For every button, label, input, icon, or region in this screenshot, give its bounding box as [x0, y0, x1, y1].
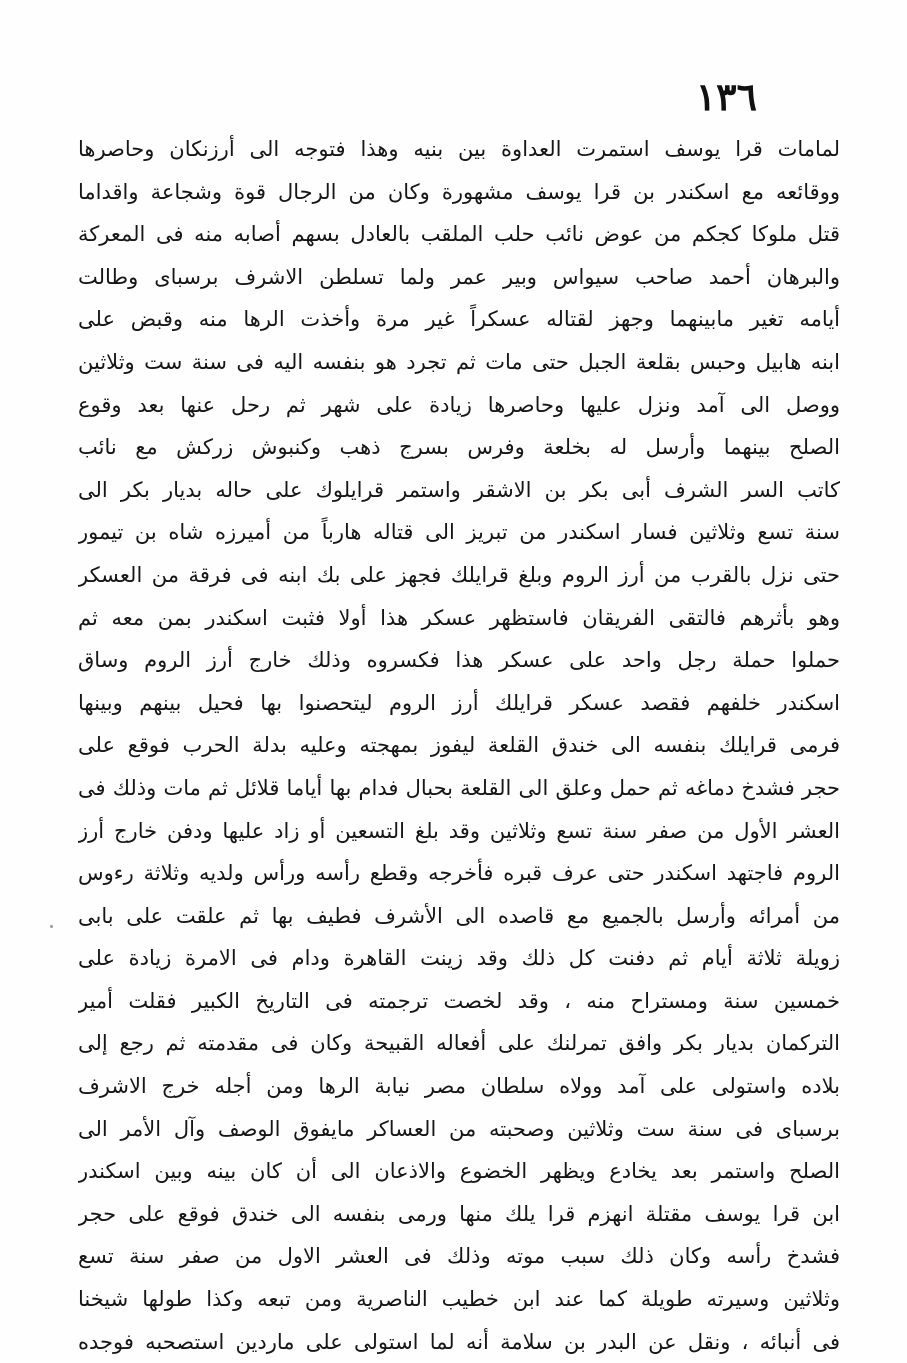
margin-mark — [50, 925, 53, 928]
text-line: فشدخ رأسه وكان ذلك سبب موته وذلك فى العشر الاول من صفر سنة تسع — [78, 1244, 840, 1269]
text-line: زويلة ثلاثة أيام ثم دفنت كل ذلك وقد زينت القاهرة ودام فى الامرة زيادة على — [78, 946, 840, 971]
text-line: حتى نزل بالقرب من أرز الروم وبلغ قرايلك فجهز على بك ابنه فى فرقة من العسكر — [78, 562, 840, 587]
text-line: حجر فشدخ دماغه ثم حمل وعلق الى القلعة بحبال فدام بها أياما قلائل ثم مات وذلك فى — [78, 775, 840, 800]
text-line: أيامه تغير مابينهما وجهز لقتاله عسكراً غير مرة وأخذت الرها منه وقبض على — [78, 307, 840, 332]
text-line: قتل ملوكا كجكم من عوض نائب حلب الملقب بالعادل بسهم أصابه منه فى المعركة — [78, 222, 840, 247]
text-line: اسكندر خلفهم فقصد عسكر قرايلك أرز الروم ليتحصنوا بها فحيل بينهم وبينها — [78, 690, 840, 715]
text-line: بلاده واستولى على آمد وولاه سلطان مصر نيابة الرها ومن أجله خرج الاشرف — [78, 1074, 840, 1099]
text-line: من أمرائه وأرسل بالجميع مع قاصده الى الأشرف فطيف بها ثم علقت على بابى — [78, 903, 840, 928]
text-line: الصلح بينهما وأرسل له بخلعة وفرس بسرج ذهب وكنبوش زركش مع نائب — [78, 435, 840, 460]
text-line: ووصل الى آمد ونزل عليها وحاصرها زيادة على شهر ثم رحل عنها بعد وقوع — [78, 392, 840, 417]
text-line: خمسين سنة ومستراح منه ، وقد لخصت ترجمته فى التاريخ الكبير فقلت أمير — [78, 988, 840, 1013]
page-number: ١٣٦ — [695, 74, 757, 119]
text-line: ووقائعه مع اسكندر بن قرا يوسف مشهورة وكان من الرجال قوة وشجاعة واقداما — [78, 179, 840, 204]
text-line: لمامات قرا يوسف استمرت العداوة بين بنيه وهذا فتوجه الى أرزنكان وحاصرها — [78, 137, 840, 161]
text-line: العشر الأول من صفر سنة تسع وثلاثين وقد بلغ التسعين أو زاد عليها ودفن خارج أرز — [78, 818, 840, 843]
body-text — [78, 128, 840, 1363]
text-line: وهو بأثرهم فالتقى الفريقان فاستظهر عسكر هذا أولا فثبت اسكندر بمن معه ثم — [78, 605, 840, 630]
text-line: برسباى فى سنة ست وثلاثين وصحبته من العساكر مايفوق الوصف وآل الأمر الى — [78, 1116, 840, 1141]
text-line: فى أنبائه ، ونقل عن البدر بن سلامة أنه لما استولى على ماردين استصحبه فوجده — [78, 1329, 840, 1354]
text-line: وثلاثين وسيرته طويلة كما عند ابن خطيب الناصرية ومن تبعه وكذا طولها شيخنا — [78, 1287, 840, 1312]
text-line: ابنه هابيل وحبس بقلعة الجبل حتى مات ثم تجرد هو بنفسه اليه فى سنة ست وثلاثين — [78, 349, 840, 374]
text-line: ابن قرا يوسف مقتلة انهزم قرا يلك منها ورمى بنفسه الى خندق فوقع على حجر — [78, 1201, 840, 1226]
text-line: كاتب السر الشرف أبى بكر بن الاشقر واستمر قرايلوك على حاله بديار بكر الى — [78, 477, 840, 502]
text-line: الصلح واستمر بعد يخادع ويظهر الخضوع والاذعان الى أن كان بينه وبين اسكندر — [78, 1159, 840, 1184]
text-line: فرمى قرايلك بنفسه الى خندق القلعة ليفوز بمهجته وعليه بدلة الحرب فوقع على — [78, 733, 840, 758]
text-line: التركمان بديار بكر وافق تمرلنك على أفعاله القبيحة وكان فى مقدمته ثم رجع إلى — [78, 1031, 840, 1056]
text-line: الروم فاجتهد اسكندر حتى عرف قبره فأخرجه وقطع رأسه ورأس ولديه وثلاثة رءوس — [78, 861, 840, 886]
text-line: سنة تسع وثلاثين فسار اسكندر من تبريز الى قتاله هارباً من أميرزه شاه بن تيمور — [78, 520, 840, 545]
text-line: حملوا حملة رجل واحد على عسكر هذا فكسروه وذلك خارج أرز الروم وساق — [78, 648, 840, 673]
text-line: والبرهان أحمد صاحب سيواس وبير عمر ولما تسلطن الاشرف برسباى وطالت — [78, 264, 840, 289]
